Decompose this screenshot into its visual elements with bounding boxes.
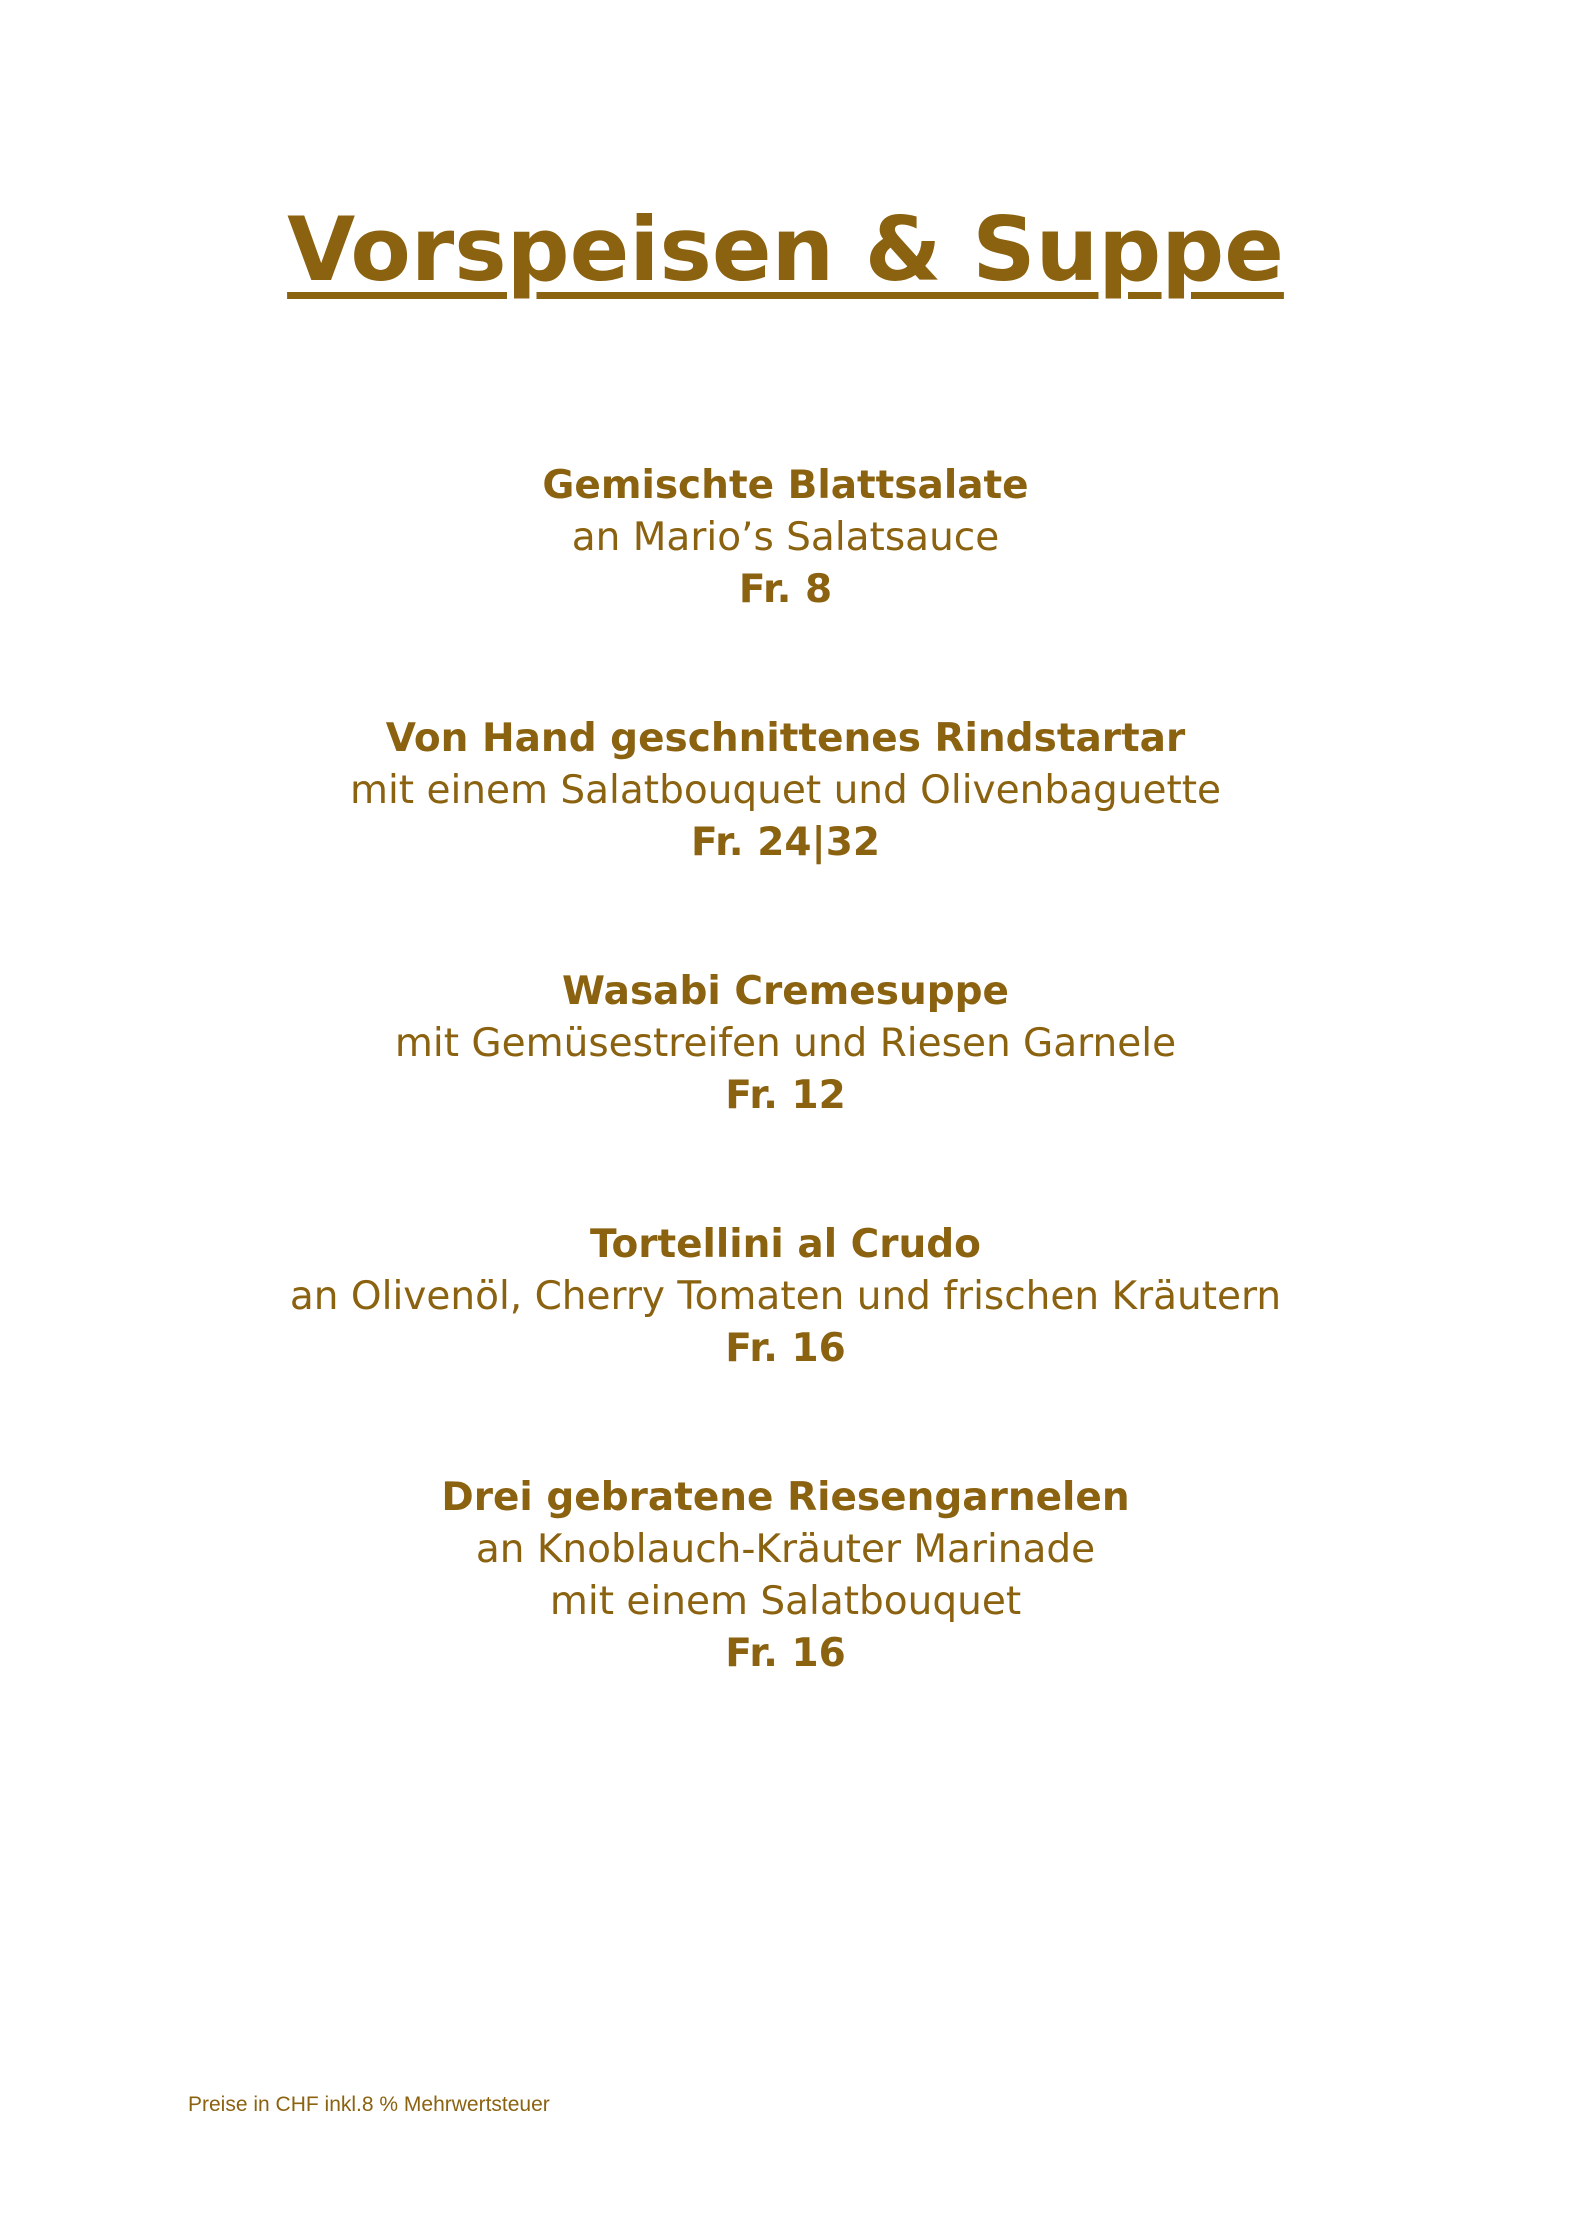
menu-item	[0, 1219, 1571, 1375]
item-description: mit einem Salatbouquet	[549, 1579, 1022, 1624]
item-price: Fr. 24|32	[690, 820, 880, 865]
price-footnote: Preise in CHF inkl.8 % Mehrwertsteuer	[188, 2093, 550, 2116]
item-description: an Knoblauch-Kräuter Marinade	[475, 1527, 1096, 1572]
item-price: Fr. 16	[725, 1326, 846, 1371]
item-price: Fr. 8	[738, 567, 833, 612]
item-description: mit Gemüsestreifen und Riesen Garnele	[394, 1021, 1177, 1066]
item-description: mit einem Salatbouquet und Olivenbaguette	[349, 768, 1222, 813]
menu-item	[0, 713, 1571, 869]
menu-list	[0, 460, 1571, 1777]
item-name: Drei gebratene Riesengarnelen	[441, 1475, 1130, 1520]
item-price: Fr. 12	[725, 1073, 846, 1118]
item-price: Fr. 16	[725, 1631, 846, 1676]
item-name: Gemischte Blattsalate	[542, 463, 1029, 508]
item-description: an Olivenöl, Cherry Tomaten und frischen Kräutern	[289, 1274, 1282, 1319]
page-title: Vorspeisen & Suppe	[287, 198, 1284, 301]
menu-item	[0, 1472, 1571, 1680]
item-description: an Mario’s Salatsauce	[571, 515, 1000, 560]
menu-item	[0, 966, 1571, 1122]
item-name: Von Hand geschnittenes Rindstartar	[385, 716, 1186, 761]
menu-item	[0, 460, 1571, 616]
item-name: Wasabi Cremesuppe	[562, 969, 1009, 1014]
item-name: Tortellini al Crudo	[590, 1222, 981, 1267]
